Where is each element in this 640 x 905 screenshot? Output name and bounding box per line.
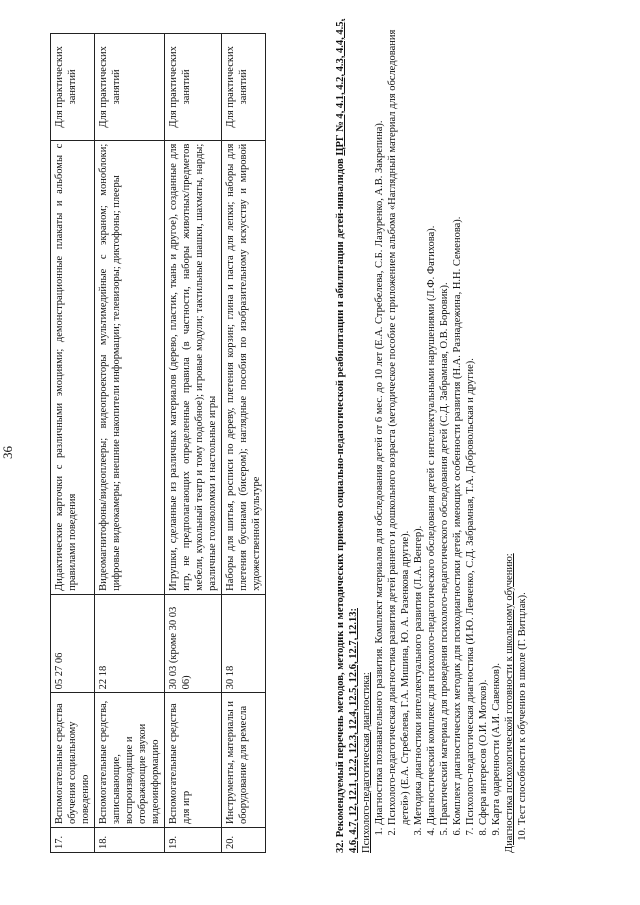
page-number: 36: [0, 446, 15, 459]
equipment-table: [50, 33, 266, 853]
row-description: Видеомагнитофоны/видеоплееры; видеопроекторы мультимедийные с экраном; моноблоки; цифровые видеокамеры; внешние накопители информации; телевизоры; диктофоны; плееры: [95, 140, 165, 594]
list-item: 8. Сфера интересов (О.И. Мотков).: [477, 13, 490, 825]
row-number: 19.: [165, 828, 222, 853]
school-readiness-list: [516, 13, 529, 853]
row-name: Вспомогательные средства для игр: [165, 693, 222, 828]
row-number: 17.: [51, 828, 95, 853]
row-description: Наборы для шитья, росписи по дереву, плетения корзин; глина и паста для лепки; наборы для плетения бусинами (бисером); наглядные пособия по изобразительному искусству и мировой художественной культуре: [222, 140, 266, 594]
row-code: 22 18: [95, 594, 165, 693]
row-description: Дидактические карточки с различными эмоциями; демонстрационные плакаты и альбомы с правилами поведения: [51, 140, 95, 594]
table-row: [95, 34, 165, 853]
row-number: 18.: [95, 828, 165, 853]
row-usage: Для практических занятий: [165, 34, 222, 141]
row-name: Инструменты, материалы и оборудование для ремесла: [222, 693, 266, 828]
subheading-diagnostics: Психолого-педагогическая диагностика:: [361, 672, 372, 853]
list-item: 5. Практический материал для проведения психолого-педагогического обследования детей (С.Д. Забрамная, О.В. Боровик).: [438, 13, 451, 825]
row-usage: Для практических занятий: [95, 34, 165, 141]
row-name: Вспомогательные средства, записывающие, воспроизводящие и отображающие звукои видеоинформацию: [95, 693, 165, 828]
table-row: [51, 34, 95, 853]
table-row: [165, 34, 222, 853]
row-usage: Для практических занятий: [222, 34, 266, 141]
row-number: 20.: [222, 828, 266, 853]
list-item: 1. Диагностика познавательного развития. Комплект материалов для обследования детей от 6 мес. до 10 лет (Е.А. Стребелева, С.Б. Лазуренко, А.В. Закрепина).: [373, 13, 386, 825]
row-code: 30 03 (кроме 30 03 06): [165, 594, 222, 693]
list-item: 2. Психолого-педагогическая диагностика развития детей раннего и дошкольного возраста (методическое пособие с приложением альбома «Наглядный материал для обследования детей») (Е.А. Стребелева, Г.А. Мишина, Ю. А. Разенкова другие).: [386, 13, 412, 825]
row-usage: Для практических занятий: [51, 34, 95, 141]
list-item: 3. Методика диагностики интеллектуального развития (Л.А. Венгер).: [412, 13, 425, 825]
table-row: [222, 34, 266, 853]
row-code: 05 27 06: [51, 594, 95, 693]
list-item: 7. Психолого-педагогическая диагностика (И.Ю. Левченко, С.Д. Забрамная, Т.А. Добровольская и другие).: [464, 13, 477, 825]
section-heading-codes: ЦРГ № 4, 4.1, 4.2, 4.3, 4.4, 4.5, 4.6, 4.7, 12, 12.1, 12.2, 12.3, 12.4, 12.5, 12.6, 12.7, 12.13:: [335, 18, 359, 853]
diagnostics-list: [373, 13, 503, 853]
list-item: 4. Диагностический комплекс для психолого-педагогического обследования детей с интеллектуальными нарушениями (Л.Ф. Фатихова).: [425, 13, 438, 825]
row-name: Вспомогательные средства обучения социальному поведению: [51, 693, 95, 828]
subheading-school-readiness: Диагностика психологической готовности к школьному обучению:: [504, 553, 515, 853]
list-item: 9. Карта одаренности (А.И. Савенков).: [490, 13, 503, 825]
section-32: [334, 13, 529, 853]
list-item: 6. Комплект диагностических методик для психодиагностики детей, имеющих особенности развития (Н.А. Разнадежина, Н.Н. Семенова).: [451, 13, 464, 825]
row-code: 30 18: [222, 594, 266, 693]
row-description: Игрушки, сделанные из различных материалов (дерево, пластик, ткань и другое), созданные для игр, не предполагающих определенные правила (в частности, наборы животных/предметов мебели, кукольный театр и тому подобное); игровые модули; тактильные шашки, шахматы, нарды; различные головоломки и настольные игры: [165, 140, 222, 594]
section-heading-main: 32. Рекомендуемый перечень методов, методик и методических приемов социально-педагогической реабилитации и абилитации детей-инвалидов: [335, 158, 346, 853]
list-item: 10. Тест способности к обучению в школе (Г. Витцлак).: [516, 13, 529, 825]
section-heading: [334, 13, 360, 853]
